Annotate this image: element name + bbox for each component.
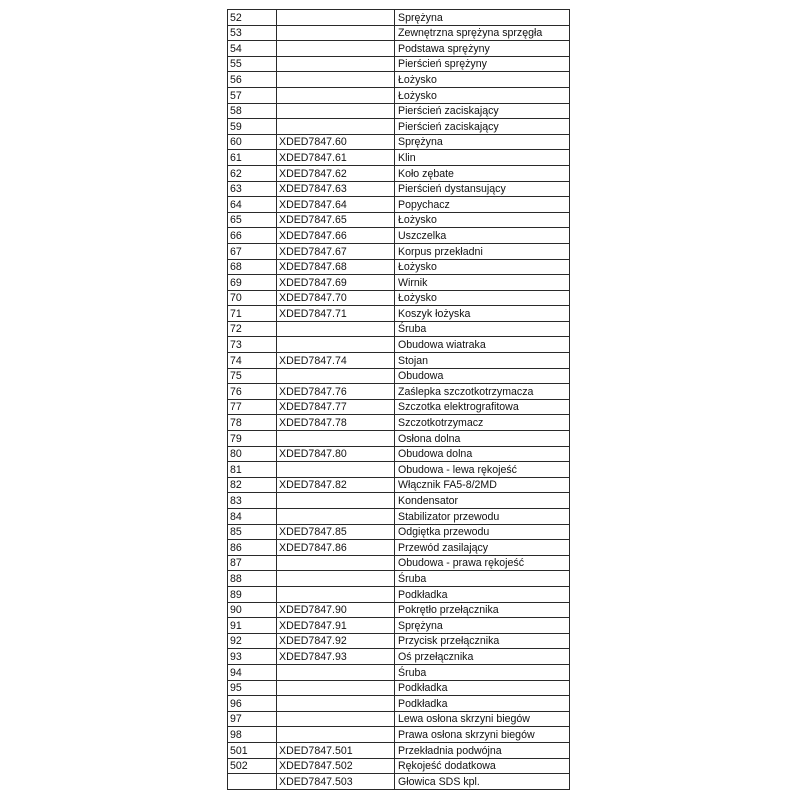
part-name-cell: Stojan	[395, 353, 570, 369]
part-number-cell: 98	[228, 727, 277, 743]
part-code-cell: XDED7847.71	[277, 306, 395, 322]
part-name-cell: Klin	[395, 150, 570, 166]
part-code-cell: XDED7847.80	[277, 446, 395, 462]
part-code-cell	[277, 680, 395, 696]
part-code-cell	[277, 571, 395, 587]
part-code-cell: XDED7847.91	[277, 618, 395, 634]
part-name-cell: Łożysko	[395, 290, 570, 306]
part-name-cell: Zewnętrzna sprężyna sprzęgła	[395, 25, 570, 41]
part-name-cell: Prawa osłona skrzyni biegów	[395, 727, 570, 743]
table-row	[228, 758, 570, 774]
part-code-cell	[277, 586, 395, 602]
part-name-cell: Popychacz	[395, 197, 570, 213]
part-number-cell: 52	[228, 10, 277, 26]
part-number-cell: 57	[228, 87, 277, 103]
table-row	[228, 275, 570, 291]
part-name-cell: Włącznik FA5-8/2MD	[395, 477, 570, 493]
part-number-cell: 87	[228, 555, 277, 571]
part-code-cell: XDED7847.74	[277, 353, 395, 369]
part-number-cell: 75	[228, 368, 277, 384]
parts-table-body	[228, 10, 570, 790]
part-name-cell: Podkładka	[395, 696, 570, 712]
part-number-cell: 72	[228, 321, 277, 337]
part-name-cell: Oś przełącznika	[395, 649, 570, 665]
part-name-cell: Podkładka	[395, 586, 570, 602]
part-name-cell: Łożysko	[395, 72, 570, 88]
part-number-cell: 83	[228, 493, 277, 509]
table-row	[228, 25, 570, 41]
table-row	[228, 633, 570, 649]
part-code-cell	[277, 509, 395, 525]
part-number-cell: 70	[228, 290, 277, 306]
table-row	[228, 150, 570, 166]
table-row	[228, 680, 570, 696]
table-row	[228, 119, 570, 135]
table-row	[228, 384, 570, 400]
part-name-cell: Osłona dolna	[395, 431, 570, 447]
part-code-cell: XDED7847.60	[277, 134, 395, 150]
part-name-cell: Uszczelka	[395, 228, 570, 244]
part-name-cell: Szczotka elektrografitowa	[395, 399, 570, 415]
part-name-cell: Łożysko	[395, 259, 570, 275]
table-row	[228, 431, 570, 447]
part-code-cell	[277, 431, 395, 447]
table-row	[228, 524, 570, 540]
table-row	[228, 415, 570, 431]
part-code-cell	[277, 25, 395, 41]
part-code-cell	[277, 711, 395, 727]
part-code-cell: XDED7847.68	[277, 259, 395, 275]
part-name-cell: Przycisk przełącznika	[395, 633, 570, 649]
part-number-cell: 62	[228, 165, 277, 181]
part-code-cell	[277, 462, 395, 478]
part-name-cell: Pierścień zaciskający	[395, 103, 570, 119]
part-name-cell: Sprężyna	[395, 10, 570, 26]
table-row	[228, 477, 570, 493]
part-code-cell: XDED7847.78	[277, 415, 395, 431]
part-number-cell: 55	[228, 56, 277, 72]
table-row	[228, 446, 570, 462]
part-code-cell	[277, 696, 395, 712]
table-row	[228, 602, 570, 618]
part-number-cell: 92	[228, 633, 277, 649]
part-number-cell: 77	[228, 399, 277, 415]
table-row	[228, 212, 570, 228]
table-row	[228, 321, 570, 337]
part-code-cell: XDED7847.86	[277, 540, 395, 556]
part-number-cell: 65	[228, 212, 277, 228]
part-name-cell: Pierścień sprężyny	[395, 56, 570, 72]
part-name-cell: Obudowa dolna	[395, 446, 570, 462]
part-code-cell: XDED7847.63	[277, 181, 395, 197]
part-number-cell: 80	[228, 446, 277, 462]
part-name-cell: Śruba	[395, 321, 570, 337]
part-number-cell: 61	[228, 150, 277, 166]
table-row	[228, 259, 570, 275]
part-name-cell: Obudowa - prawa rękojeść	[395, 555, 570, 571]
table-row	[228, 742, 570, 758]
part-code-cell: XDED7847.93	[277, 649, 395, 665]
part-name-cell: Obudowa	[395, 368, 570, 384]
part-name-cell: Sprężyna	[395, 618, 570, 634]
part-code-cell	[277, 72, 395, 88]
table-row	[228, 353, 570, 369]
table-row	[228, 493, 570, 509]
part-name-cell: Obudowa - lewa rękojeść	[395, 462, 570, 478]
part-number-cell: 53	[228, 25, 277, 41]
part-code-cell	[277, 41, 395, 57]
part-number-cell: 76	[228, 384, 277, 400]
part-number-cell: 69	[228, 275, 277, 291]
part-name-cell: Pokrętło przełącznika	[395, 602, 570, 618]
part-number-cell: 71	[228, 306, 277, 322]
part-code-cell: XDED7847.70	[277, 290, 395, 306]
table-row	[228, 306, 570, 322]
part-code-cell: XDED7847.67	[277, 243, 395, 259]
table-row	[228, 399, 570, 415]
part-number-cell: 81	[228, 462, 277, 478]
part-number-cell: 93	[228, 649, 277, 665]
part-name-cell: Przewód zasilający	[395, 540, 570, 556]
part-number-cell: 73	[228, 337, 277, 353]
table-row	[228, 664, 570, 680]
part-name-cell: Odgiętka przewodu	[395, 524, 570, 540]
table-row	[228, 134, 570, 150]
part-number-cell: 91	[228, 618, 277, 634]
part-code-cell	[277, 103, 395, 119]
part-number-cell: 97	[228, 711, 277, 727]
part-number-cell: 54	[228, 41, 277, 57]
part-name-cell: Pierścień dystansujący	[395, 181, 570, 197]
part-number-cell: 501	[228, 742, 277, 758]
part-code-cell: XDED7847.62	[277, 165, 395, 181]
part-number-cell	[228, 774, 277, 790]
part-name-cell: Stabilizator przewodu	[395, 509, 570, 525]
part-code-cell: XDED7847.85	[277, 524, 395, 540]
part-name-cell: Głowica SDS kpl.	[395, 774, 570, 790]
part-code-cell	[277, 119, 395, 135]
table-row	[228, 649, 570, 665]
part-name-cell: Koszyk łożyska	[395, 306, 570, 322]
table-row	[228, 165, 570, 181]
part-name-cell: Koło zębate	[395, 165, 570, 181]
table-row	[228, 10, 570, 26]
part-number-cell: 74	[228, 353, 277, 369]
part-code-cell: XDED7847.65	[277, 212, 395, 228]
part-code-cell: XDED7847.66	[277, 228, 395, 244]
part-number-cell: 60	[228, 134, 277, 150]
table-row	[228, 290, 570, 306]
part-number-cell: 79	[228, 431, 277, 447]
part-code-cell: XDED7847.61	[277, 150, 395, 166]
table-row	[228, 696, 570, 712]
part-number-cell: 64	[228, 197, 277, 213]
part-code-cell	[277, 664, 395, 680]
part-code-cell	[277, 555, 395, 571]
part-number-cell: 85	[228, 524, 277, 540]
part-number-cell: 63	[228, 181, 277, 197]
part-number-cell: 89	[228, 586, 277, 602]
table-row	[228, 87, 570, 103]
part-name-cell: Wirnik	[395, 275, 570, 291]
part-code-cell: XDED7847.76	[277, 384, 395, 400]
part-name-cell: Szczotkotrzymacz	[395, 415, 570, 431]
part-code-cell	[277, 56, 395, 72]
table-row	[228, 618, 570, 634]
part-name-cell: Przekładnia podwójna	[395, 742, 570, 758]
part-code-cell: XDED7847.82	[277, 477, 395, 493]
part-name-cell: Łożysko	[395, 212, 570, 228]
table-row	[228, 586, 570, 602]
part-number-cell: 58	[228, 103, 277, 119]
part-name-cell: Rękojeść dodatkowa	[395, 758, 570, 774]
part-code-cell	[277, 10, 395, 26]
part-number-cell: 88	[228, 571, 277, 587]
table-row	[228, 337, 570, 353]
part-name-cell: Pierścień zaciskający	[395, 119, 570, 135]
part-code-cell: XDED7847.501	[277, 742, 395, 758]
part-name-cell: Śruba	[395, 664, 570, 680]
part-number-cell: 82	[228, 477, 277, 493]
part-code-cell: XDED7847.64	[277, 197, 395, 213]
part-code-cell: XDED7847.502	[277, 758, 395, 774]
table-row	[228, 571, 570, 587]
part-code-cell: XDED7847.90	[277, 602, 395, 618]
part-name-cell: Kondensator	[395, 493, 570, 509]
part-code-cell	[277, 87, 395, 103]
table-row	[228, 774, 570, 790]
table-row	[228, 41, 570, 57]
part-code-cell: XDED7847.77	[277, 399, 395, 415]
part-number-cell: 66	[228, 228, 277, 244]
part-name-cell: Śruba	[395, 571, 570, 587]
part-code-cell	[277, 493, 395, 509]
parts-table	[227, 9, 570, 790]
part-name-cell: Podstawa sprężyny	[395, 41, 570, 57]
part-number-cell: 84	[228, 509, 277, 525]
part-number-cell: 96	[228, 696, 277, 712]
part-name-cell: Korpus przekładni	[395, 243, 570, 259]
part-code-cell: XDED7847.69	[277, 275, 395, 291]
table-row	[228, 181, 570, 197]
part-name-cell: Łożysko	[395, 87, 570, 103]
part-number-cell: 67	[228, 243, 277, 259]
part-name-cell: Podkładka	[395, 680, 570, 696]
part-number-cell: 56	[228, 72, 277, 88]
table-row	[228, 56, 570, 72]
table-row	[228, 243, 570, 259]
part-code-cell	[277, 727, 395, 743]
part-code-cell: XDED7847.503	[277, 774, 395, 790]
part-number-cell: 95	[228, 680, 277, 696]
part-number-cell: 502	[228, 758, 277, 774]
part-number-cell: 59	[228, 119, 277, 135]
table-row	[228, 540, 570, 556]
table-row	[228, 555, 570, 571]
part-code-cell	[277, 337, 395, 353]
table-row	[228, 103, 570, 119]
table-row	[228, 727, 570, 743]
part-number-cell: 94	[228, 664, 277, 680]
table-row	[228, 462, 570, 478]
part-number-cell: 90	[228, 602, 277, 618]
part-number-cell: 68	[228, 259, 277, 275]
part-name-cell: Sprężyna	[395, 134, 570, 150]
part-code-cell	[277, 321, 395, 337]
table-row	[228, 72, 570, 88]
table-row	[228, 509, 570, 525]
part-name-cell: Zaślepka szczotkotrzymacza	[395, 384, 570, 400]
part-number-cell: 78	[228, 415, 277, 431]
table-row	[228, 228, 570, 244]
table-row	[228, 368, 570, 384]
table-row	[228, 197, 570, 213]
part-number-cell: 86	[228, 540, 277, 556]
part-code-cell	[277, 368, 395, 384]
part-name-cell: Obudowa wiatraka	[395, 337, 570, 353]
part-code-cell: XDED7847.92	[277, 633, 395, 649]
part-name-cell: Lewa osłona skrzyni biegów	[395, 711, 570, 727]
table-row	[228, 711, 570, 727]
